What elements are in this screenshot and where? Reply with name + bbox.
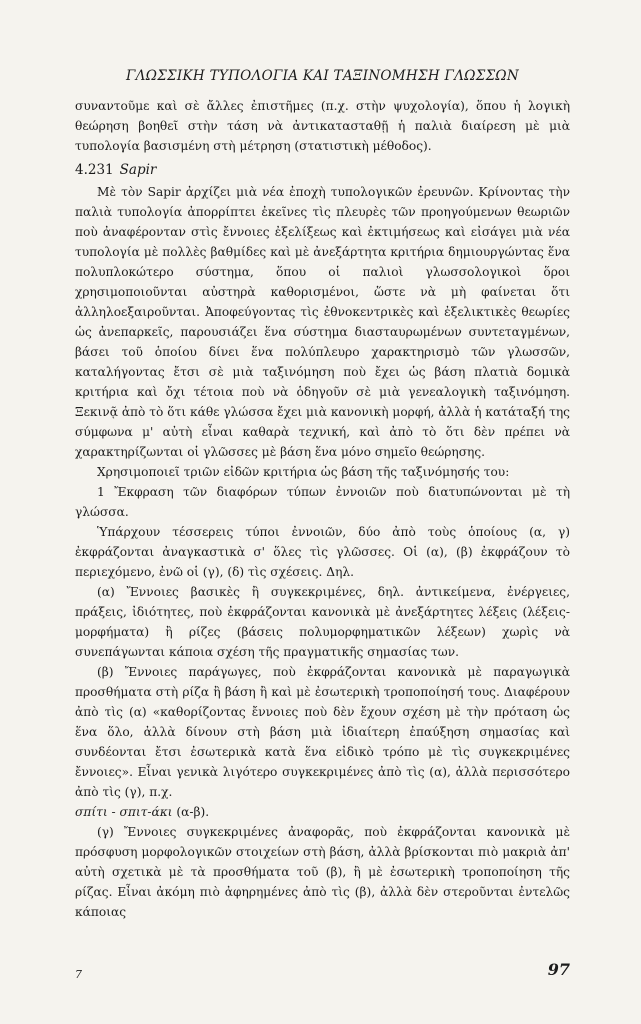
type-b-example: σπίτι - σπιτ-άκι	[75, 805, 173, 819]
paragraph-type-b	[75, 662, 570, 822]
running-head: ΓΛΩΣΣΙΚΗ ΤΥΠΟΛΟΓΙΑ ΚΑΙ ΤΑΞΙΝΟΜΗΣΗ ΓΛΩΣΣΩΝ	[125, 68, 520, 84]
section-number: 4.231	[75, 162, 114, 178]
type-b-tail: (α-β).	[176, 805, 210, 819]
paragraph-sapir-intro: Μὲ τὸν Sapir ἀρχίζει μιὰ νέα ἐποχὴ τυπολογικῶν ἐρευνῶν. Κρίνοντας τὴν παλιὰ τυπολογία ἀπορρίπτει ἐκεῖνες τὶς πλευρὲς τῶν προηγούμενων θεωριῶν ποὺ ἀναφέρονταν στὶς ἔννοιες ἐξελίξεως καὶ ἐκτιμήσεως καὶ εἰσάγει μιὰ νέα τυπολογία μὲ πολλὲς βαθμίδες καὶ μὲ ἀνεξάρτητα κριτήρια δημιουργώντας ἕνα πολυπλοκώτερο σύστημα, ὅπου οἱ παλιοὶ γλωσσολογικοὶ ὅροι χρησιμοποιοῦνται αὐστηρὰ καθορισμένοι, ὥστε νὰ μὴ φαίνεται ὅτι ἀλληλοεξαιροῦνται. Ἀποφεύγοντας τὶς ἐθνοκεντρικὲς καὶ ἐξελικτικὲς θεωρίες ὡς ἀνεπαρκεῖς, παρουσιάζει ἕνα σύστημα διασταυρωμένων συντεταγμένων, βάσει τοῦ ὁποίου δίνει ἕνα πολύπλευρο χαρακτηρισμὸ τῶν γλωσσῶν, καταλήγοντας ἔτσι σὲ μιὰ ταξινόμηση ποὺ ἔχει ὡς βάση πλατιὰ δομικὰ κριτήρια καὶ ὄχι τέτοια ποὺ νὰ ὁδηγοῦν σὲ μιὰ γενεαλογικὴ ταξινόμηση. Ξεκινᾷ ἀπὸ τὸ ὅτι κάθε γλώσσα ἔχει μιὰ κανονικὴ μορφή, ἀλλὰ ἡ κατάταξή της σύμφωνα μ' αὐτὴ εἶναι καθαρὰ τεχνική, καὶ ἀπὸ τὸ ὅτι δὲν πρέπει νὰ χαρακτηρίζωνται οἱ γλῶσσες μὲ βάση ἕνα μόνο σημεῖο θεώρησης.	[75, 185, 570, 459]
section-heading	[75, 160, 570, 180]
section-title: Sapir	[119, 162, 157, 178]
type-b-text: (β) Ἔννοιες παράγωγες, ποὺ ἐκφράζονται κανονικὰ μὲ παραγωγικὰ προσθήματα στὴ ρίζα ἢ βάση ἢ καὶ μὲ ἐσωτερικὴ τροποποίησή τους. Διαφέρουν ἀπὸ τὶς (α) «καθορίζοντας ἔννοιες ποὺ δὲν ἔχουν σχέση μὲ τὴν πρόταση ὡς ἕνα ὅλο, ἀλλὰ δίνουν στὴ βάση μιὰ ἰδιαίτερη ἐπαύξηση σημασίας καὶ συνδέονται ἔτσι ἐσωτερικὰ κατὰ ἕνα εἰδικὸ τρόπο μὲ τὶς συγκεκριμένες ἔννοιες». Εἶναι γενικὰ λιγότερο συγκεκριμένες ἀπὸ τὶς (α), ἀλλὰ περισσότερο ἀπὸ τὶς (γ), π.χ.	[75, 665, 570, 799]
paragraph-type-a: (α) Ἔννοιες βασικὲς ἢ συγκεκριμένες, δηλ. ἀντικείμενα, ἐνέργειες, πράξεις, ἰδιότητες, ποὺ ἐκφράζονται κανονικὰ μὲ ἀνεξάρτητες λέξεις (λέξεις-μορφήματα) ἢ ρίζες (βάσεις πολυμορφηματικῶν λέξεων) χωρὶς νὰ συνεπάγωνται κάποια σχέση τῆς πραγματικῆς σημασίας των.	[75, 585, 570, 659]
paragraph-type-c: (γ) Ἔννοιες συγκεκριμένες ἀναφορᾶς, ποὺ ἐκφράζονται κανονικὰ μὲ πρόσφυση μορφολογικῶν στοιχείων στὴ βάση, ἀλλὰ βρίσκονται πιὸ μακριὰ ἀπ' αὐτὴ σχετικὰ μὲ τὰ προσθήματα τοῦ (β), ἢ μὲ ἐσωτερικὴ τροποποίηση τῆς ρίζας. Εἶναι ἀκόμη πιὸ ἀφηρημένες ἀπὸ τὶς (β), ἀλλὰ δὲν στεροῦνται ἐντελῶς κάποιας	[75, 825, 570, 919]
signature-mark: 7	[75, 968, 82, 981]
body-text	[75, 96, 570, 922]
paragraph-criteria: Χρησιμοποιεῖ τριῶν εἰδῶν κριτήρια ὡς βάση τῆς ταξινόμησής του:	[97, 465, 510, 479]
paragraph-concept-types: Ὑπάρχουν τέσσερεις τύποι ἐννοιῶν, δύο ἀπὸ τοὺς ὁποίους (α, γ) ἐκφράζονται ἀναγκαστικὰ σ' ὅλες τὶς γλῶσσες. Οἱ (α), (β) ἐκφράζουν τὸ περιεχόμενο, ἐνῶ οἱ (γ), (δ) τὶς σχέσεις. Δηλ.	[75, 525, 570, 579]
paragraph-continuation: συναντοῦμε καὶ σὲ ἄλλες ἐπιστῆμες (π.χ. στὴν ψυχολογία), ὅπου ἡ λογικὴ θεώρηση βοηθεῖ στὴν τάση νὰ ἀντικατασταθῇ ἡ παλιὰ διαίρεση μὲ μιὰ τυπολογία βασισμένη στὴ μέτρηση (στατιστικὴ μέθοδος).	[75, 99, 570, 153]
paragraph-criterion-1: 1 Ἔκφραση τῶν διαφόρων τύπων ἐννοιῶν ποὺ διατυπώνονται μὲ τὴ γλώσσα.	[75, 485, 570, 519]
page-number: 97	[547, 960, 570, 979]
